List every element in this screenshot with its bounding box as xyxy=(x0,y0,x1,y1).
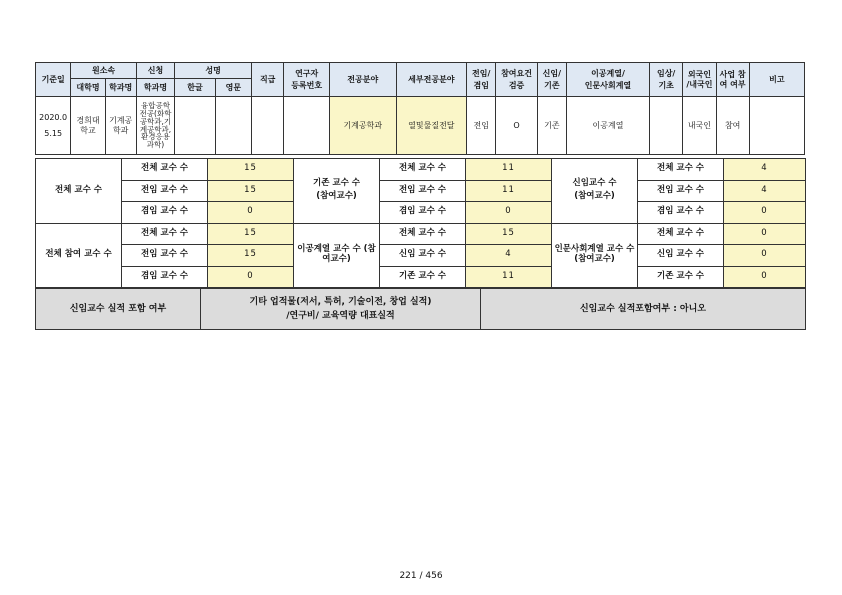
stat-value: 15 xyxy=(208,223,294,245)
header-name-kr: 한글 xyxy=(175,79,216,97)
achievements-table xyxy=(35,288,806,330)
new-faculty-included-value: 신임교수 실적포함여부 : 아니오 xyxy=(481,289,806,330)
stat-value: 11 xyxy=(466,180,552,202)
header-fulltime-line1: 전임/ xyxy=(472,68,491,78)
header-university-name: 대학명 xyxy=(71,79,105,97)
header-project-line2: 여 여부 xyxy=(719,79,746,89)
stat-value: 0 xyxy=(724,266,806,288)
new-faculty-included-label: 신임교수 실적 포함 여부 xyxy=(36,289,201,330)
base-date-line1: 2020.0 xyxy=(39,113,68,123)
new-faculty-line2: (참여교수) xyxy=(574,191,615,202)
header-foreign-line1: 외국인 xyxy=(687,70,712,80)
header-participation-line2: 검증 xyxy=(508,81,525,90)
stat-value: 0 xyxy=(208,202,294,224)
stat-value: 0 xyxy=(724,245,806,267)
header-rank: 직급 xyxy=(252,63,284,97)
stat-label: 신임 교수 수 xyxy=(380,245,466,267)
stat-value: 4 xyxy=(466,245,552,267)
stat-label: 겸임 교수 수 xyxy=(638,202,724,224)
header-foreign-line2: /내국인 xyxy=(686,79,713,89)
stat-label: 신임 교수 수 xyxy=(638,245,724,267)
table-row xyxy=(36,223,806,245)
page-number: 221 / 456 xyxy=(399,571,443,581)
cell-researcher-id xyxy=(284,97,330,155)
stat-label: 전임 교수 수 xyxy=(122,180,208,202)
header-participation xyxy=(496,63,538,97)
faculty-stats-table xyxy=(35,158,806,288)
stat-label: 전임 교수 수 xyxy=(122,245,208,267)
header-researcher-line1: 연구자 xyxy=(295,68,319,78)
header-row-1 xyxy=(36,63,805,79)
stat-label: 기존 교수 수 xyxy=(380,266,466,288)
cell-base-date xyxy=(36,97,71,155)
header-new-line2: 기존 xyxy=(544,81,560,90)
stat-label: 전체 교수 수 xyxy=(380,223,466,245)
header-affiliation: 원소속 xyxy=(71,63,136,79)
existing-faculty-line1: 기존 교수 수 xyxy=(313,178,360,189)
header-name-en: 영문 xyxy=(215,79,251,97)
group-new-faculty xyxy=(552,159,638,224)
other-achievements-line1: 기타 업적물(저서, 특허, 기술이전, 창업 실적) xyxy=(249,296,432,307)
base-date-line2: 5.15 xyxy=(44,128,63,138)
header-sub-major-field: 세부전공분야 xyxy=(396,63,467,97)
cell-rank xyxy=(252,97,284,155)
cell-clinical xyxy=(650,97,683,155)
header-applied-dept: 학과명 xyxy=(136,79,174,97)
header-science-line2: 인문사회계열 xyxy=(584,81,632,90)
existing-faculty-line2: (참여교수) xyxy=(316,191,357,202)
stat-value: 11 xyxy=(466,159,552,181)
science-faculty-line1: 이공계열 교수 수 (참 xyxy=(297,244,376,255)
header-dept-name: 학과명 xyxy=(105,79,136,97)
table-row xyxy=(36,202,806,224)
stat-value: 0 xyxy=(208,266,294,288)
header-fulltime xyxy=(467,63,496,97)
stat-label: 기존 교수 수 xyxy=(638,266,724,288)
stat-value: 11 xyxy=(466,266,552,288)
stat-label: 겸임 교수 수 xyxy=(122,266,208,288)
cell-remarks xyxy=(749,97,804,155)
cell-project: 참여 xyxy=(716,97,749,155)
group-total-participating: 전체 참여 교수 수 xyxy=(36,223,122,288)
cell-department: 기계공학과 xyxy=(105,97,136,155)
stat-label: 전임 교수 수 xyxy=(380,180,466,202)
header-fulltime-line2: 겸임 xyxy=(473,81,489,90)
stat-value: 0 xyxy=(724,223,806,245)
stat-value: 0 xyxy=(724,202,806,224)
table-row xyxy=(36,159,806,181)
new-faculty-line1: 신임교수 수 xyxy=(572,178,617,189)
stat-label: 겸임 교수 수 xyxy=(122,202,208,224)
header-project-line1: 사업 참 xyxy=(719,70,746,80)
header-clinical xyxy=(650,63,683,97)
header-participation-line1: 참여요건 xyxy=(501,68,532,78)
cell-name-kr xyxy=(175,97,216,155)
header-new-line1: 신임/ xyxy=(542,68,562,78)
table-row xyxy=(36,289,806,330)
header-science xyxy=(566,63,649,97)
header-major-field: 전공분야 xyxy=(330,63,397,97)
table-row xyxy=(36,245,806,267)
cell-participation: O xyxy=(496,97,538,155)
header-name: 성명 xyxy=(175,63,252,79)
stat-value: 15 xyxy=(208,245,294,267)
stat-label: 전체 교수 수 xyxy=(122,223,208,245)
header-science-line1: 이공계열/ xyxy=(591,68,625,78)
stat-label: 전체 교수 수 xyxy=(122,159,208,181)
table-row xyxy=(36,97,805,155)
cell-university: 경희대학교 xyxy=(71,97,105,155)
cell-sub-major-field: 열및물질전달 xyxy=(396,97,467,155)
header-project xyxy=(716,63,749,97)
stat-label: 전체 교수 수 xyxy=(380,159,466,181)
other-achievements-line2: /연구비/ 교육역량 대표실적 xyxy=(286,311,395,321)
cell-new-existing: 기존 xyxy=(537,97,566,155)
header-clinical-line2: 기초 xyxy=(658,81,674,90)
cell-applied-dept: 융합공학전공(화학공학과,기계공학과,환경응용과학) xyxy=(136,97,174,155)
stat-value: 4 xyxy=(724,180,806,202)
stat-value: 4 xyxy=(724,159,806,181)
stat-value: 15 xyxy=(208,180,294,202)
humanities-faculty-line1: 인문사회계열 교수 수 xyxy=(554,244,635,255)
stat-label: 전임 교수 수 xyxy=(638,180,724,202)
science-faculty-line2: 여교수) xyxy=(322,254,351,265)
stat-label: 전체 교수 수 xyxy=(638,223,724,245)
header-researcher-id xyxy=(284,63,330,97)
group-humanities-faculty xyxy=(552,223,638,288)
humanities-faculty-line2: (참여교수) xyxy=(574,254,615,265)
stat-value: 0 xyxy=(466,202,552,224)
cell-name-en xyxy=(215,97,251,155)
header-base-date: 기준일 xyxy=(36,63,71,97)
table-row xyxy=(36,266,806,288)
other-achievements-label xyxy=(201,289,481,330)
cell-science: 이공계열 xyxy=(566,97,649,155)
cell-foreign: 내국인 xyxy=(683,97,716,155)
group-existing-faculty xyxy=(294,159,380,224)
table-row xyxy=(36,180,806,202)
header-researcher-line2: 등록번호 xyxy=(291,81,323,90)
stat-label: 겸임 교수 수 xyxy=(380,202,466,224)
cell-fulltime: 전임 xyxy=(467,97,496,155)
group-science-faculty xyxy=(294,223,380,288)
header-remarks: 비고 xyxy=(749,63,804,97)
group-total-faculty: 전체 교수 수 xyxy=(36,159,122,224)
faculty-info-table xyxy=(35,62,805,155)
header-new-existing xyxy=(537,63,566,97)
stat-label: 전체 교수 수 xyxy=(638,159,724,181)
cell-major-field: 기계공학과 xyxy=(330,97,397,155)
stat-value: 15 xyxy=(208,159,294,181)
header-clinical-line1: 임상/ xyxy=(656,68,676,78)
header-foreign xyxy=(683,63,716,97)
header-applied: 신청 xyxy=(136,63,174,79)
stat-value: 15 xyxy=(466,223,552,245)
